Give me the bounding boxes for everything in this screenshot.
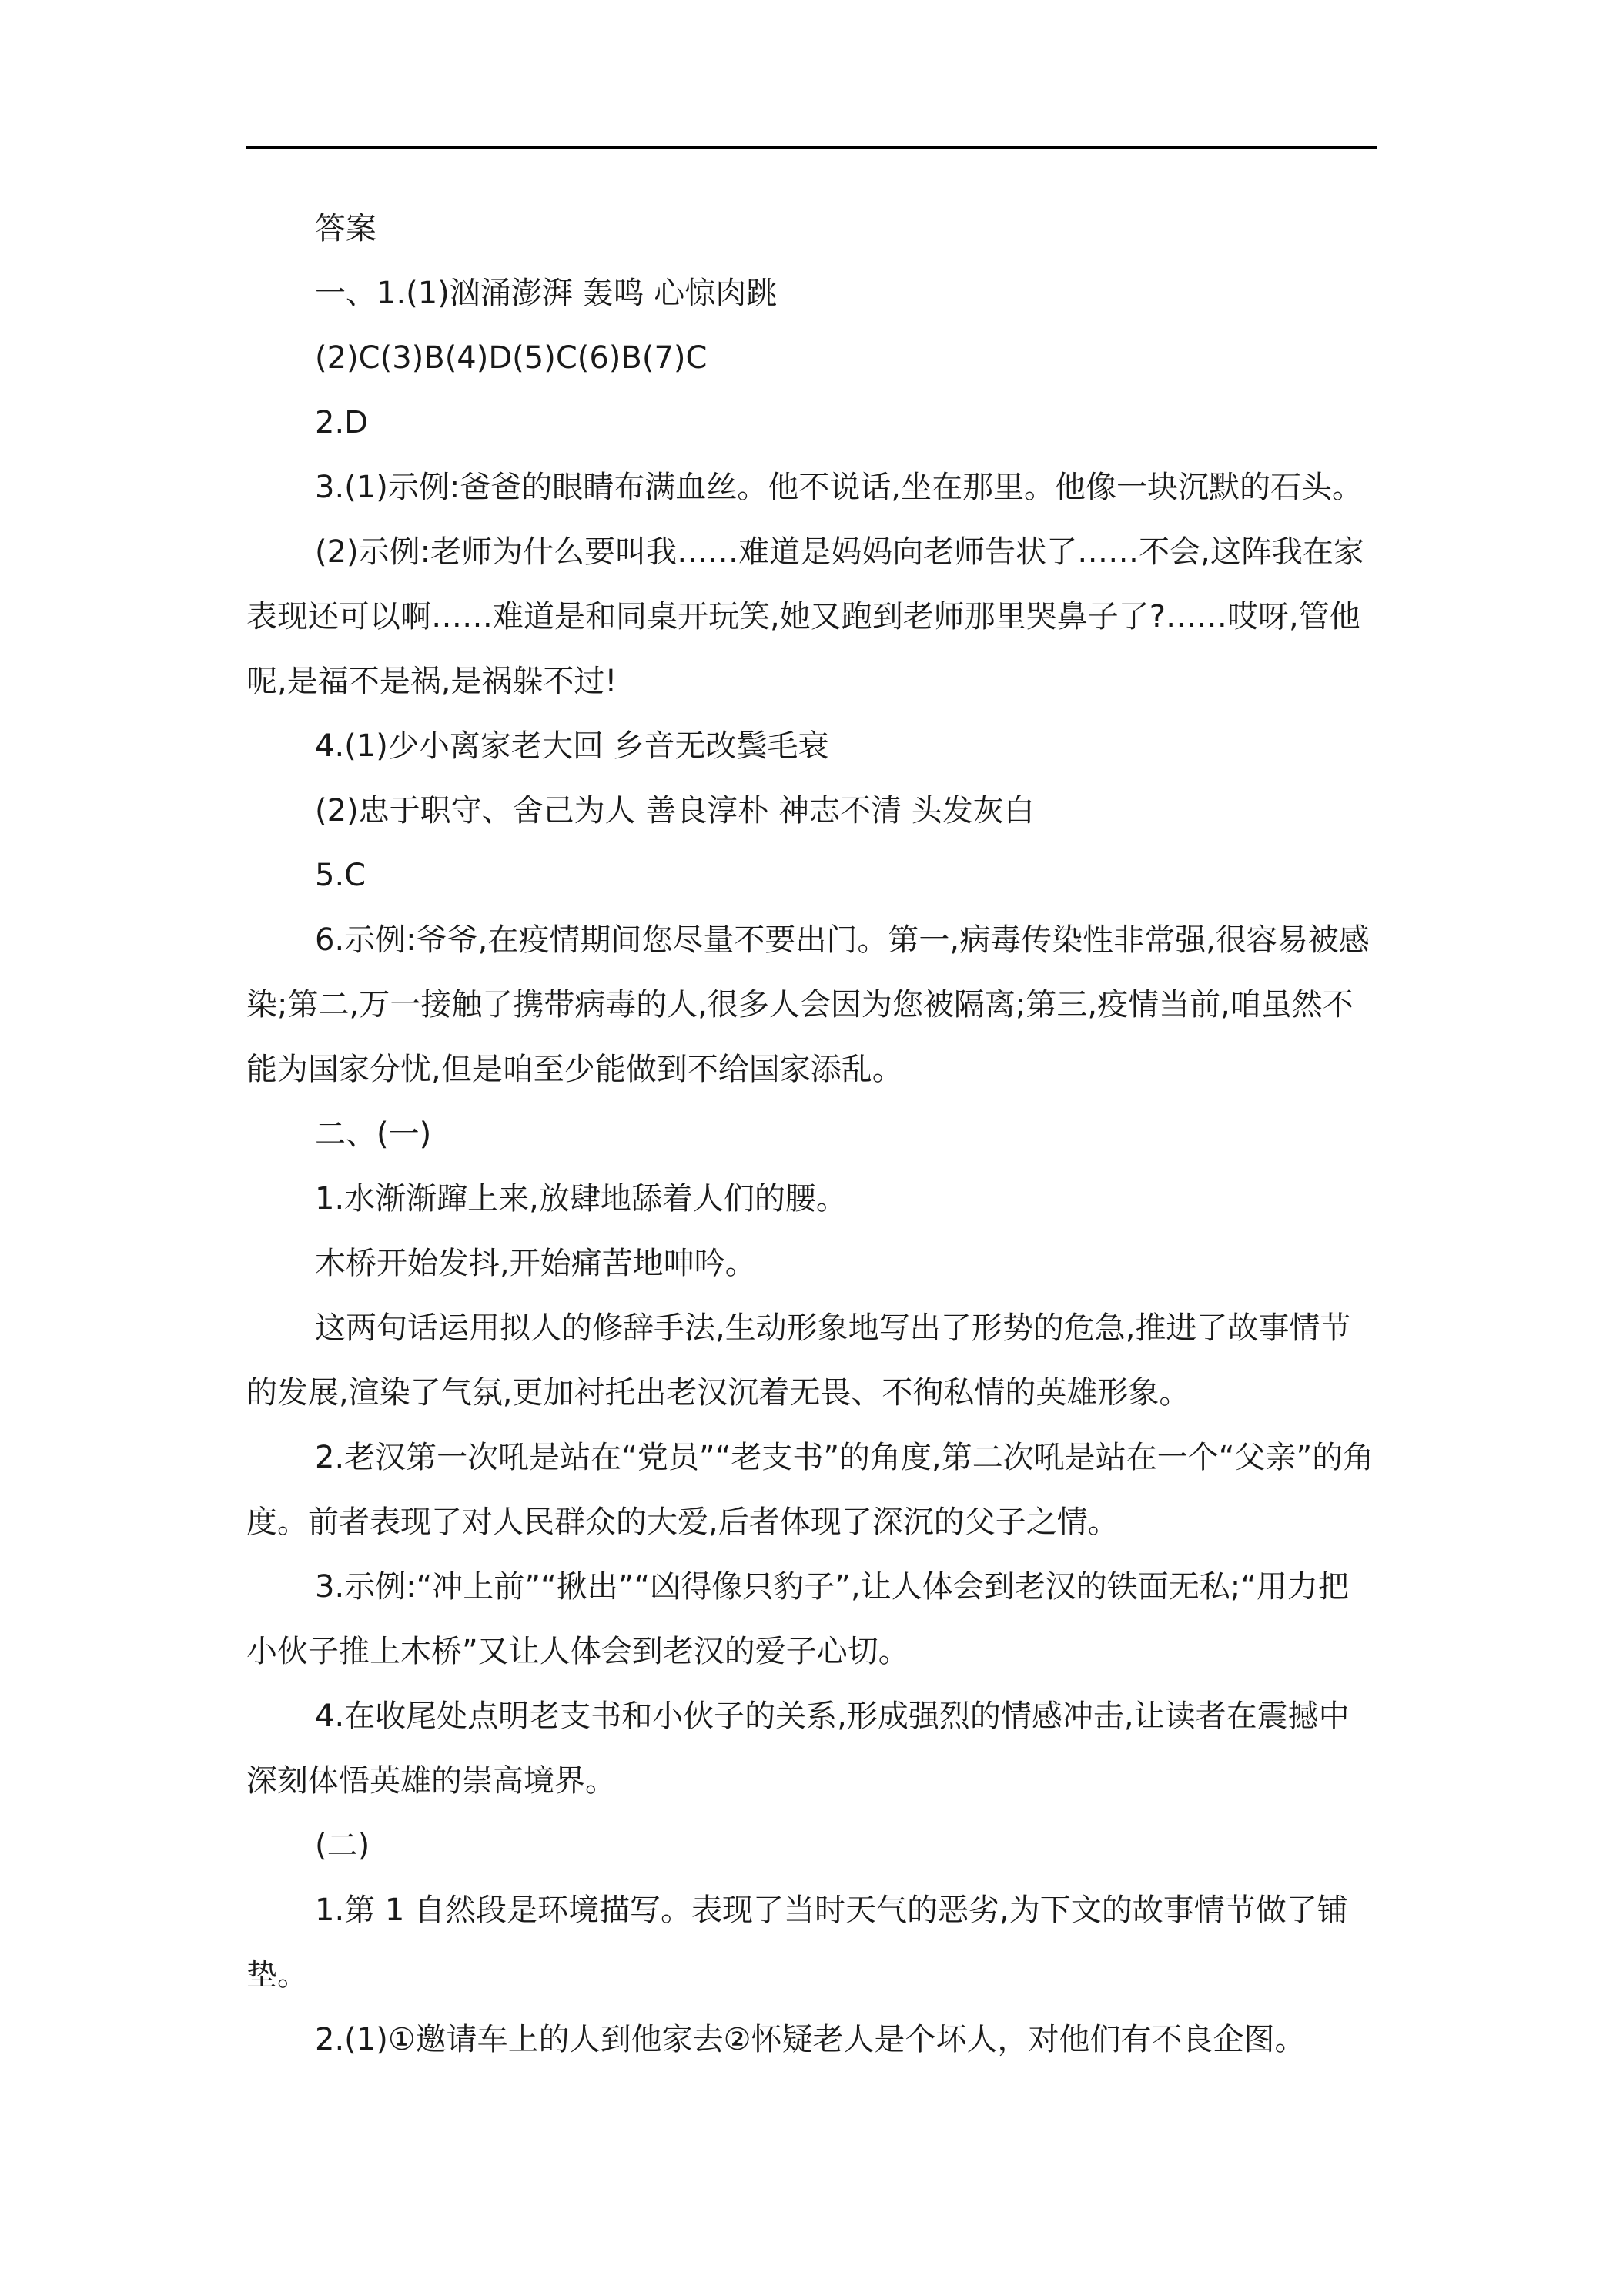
paragraph: 4.(1)少小离家老大回 乡音无改鬓毛衰 — [315, 728, 829, 764]
paragraph: 2.D — [315, 405, 368, 440]
paragraph: 2.老汉第一次吼是站在“党员”“老支书”的角度,第二次吼是站在一个“父亲”的角度。前者表现了对人民群众的大爱,后者体现了深沉的父子之情。 — [246, 1440, 1374, 1540]
paragraph: 这两句话运用拟人的修辞手法,生动形象地写出了形势的危急,推进了故事情节的发展,渲染了气氛,更加衬托出老汉沉着无畏、不徇私情的英雄形象。 — [246, 1310, 1351, 1411]
section-heading: (二) — [315, 1828, 370, 1863]
paragraph: 3.(1)示例:爸爸的眼睛布满血丝。他不说话,坐在那里。他像一块沉默的石头。 — [315, 470, 1364, 505]
paragraph: 5.C — [315, 858, 366, 893]
paragraph: 4.在收尾处点明老支书和小伙子的关系,形成强烈的情感冲击,让读者在震撼中深刻体悟英雄的崇高境界。 — [246, 1699, 1350, 1799]
paragraph: 1.水渐渐蹿上来,放肆地舔着人们的腰。 — [315, 1181, 847, 1217]
paragraph: 3.示例:“冲上前”“揪出”“凶得像只豹子”,让人体会到老汉的铁面无私;“用力把小伙子推上木桥”又让人体会到老汉的爱子心切。 — [246, 1569, 1349, 1669]
paragraph: 木桥开始发抖,开始痛苦地呻吟。 — [315, 1246, 756, 1281]
paragraph: 2.(1)①邀请车上的人到他家去②怀疑老人是个坏人，对他们有不良企图。 — [315, 2022, 1306, 2057]
paragraph: 6.示例:爷爷,在疫情期间您尽量不要出门。第一,病毒传染性非常强,很容易被感染;第二,万一接触了携带病毒的人,很多人会因为您被隔离;第三,疫情当前,咱虽然不能为国家分忧,但是咱至少能做到不给国家添乱。 — [246, 922, 1370, 1087]
header-rule — [246, 146, 1377, 149]
paragraph: 1.第 1 自然段是环境描写。表现了当时天气的恶劣,为下文的故事情节做了铺垫。 — [246, 1893, 1348, 1993]
document-title: 答案 — [315, 211, 376, 246]
paragraph: (2)示例:老师为什么要叫我……难道是妈妈向老师告状了……不会,这阵我在家表现还可以啊……难道是和同桌开玩笑,她又跑到老师那里哭鼻子了?……哎呀,管他呢,是福不是祸,是祸躲不过! — [246, 534, 1364, 699]
document-body — [246, 196, 1377, 2072]
section-heading: 二、(一) — [315, 1116, 432, 1152]
paragraph: (2)忠于职守、舍己为人 善良淳朴 神志不清 头发灰白 — [315, 793, 1035, 828]
paragraph: (2)C(3)B(4)D(5)C(6)B(7)C — [315, 340, 708, 376]
paragraph: 一、1.(1)汹涌澎湃 轰鸣 心惊肉跳 — [315, 276, 778, 311]
